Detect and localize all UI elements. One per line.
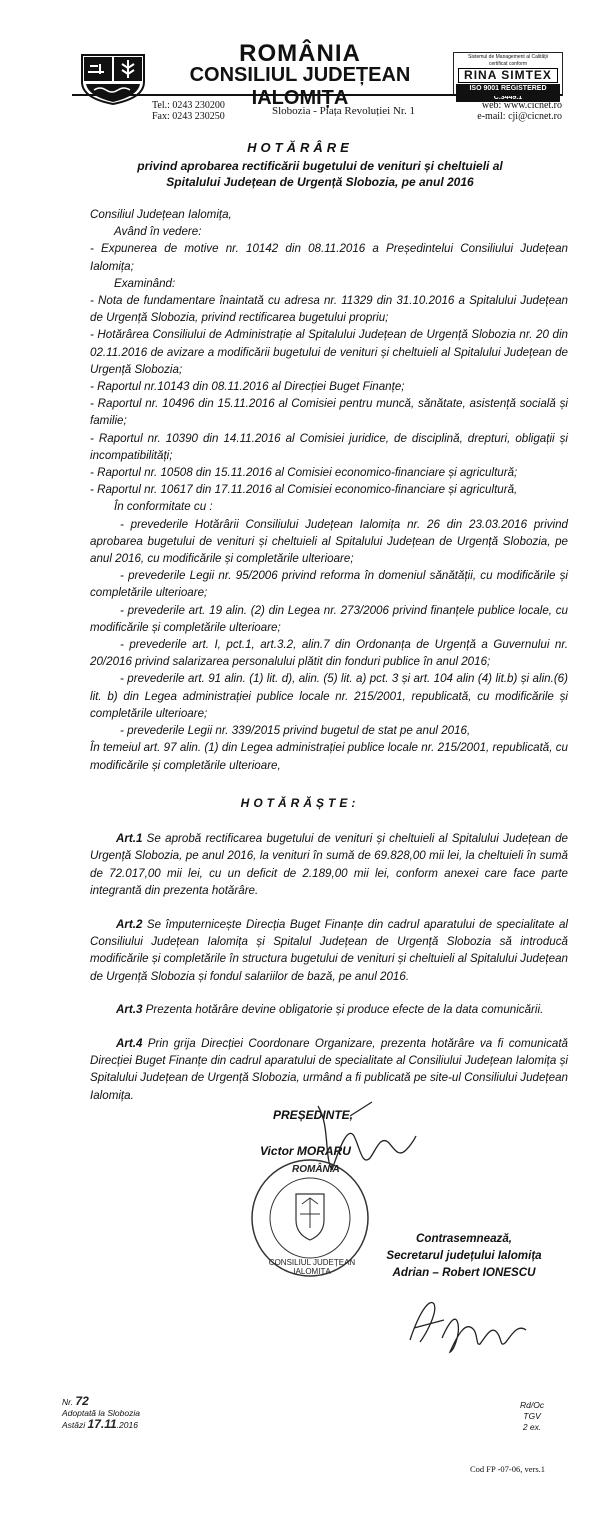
- preamble-item: - Nota de fundamentare înaintată cu adresa nr. 11329 din 31.10.2016 a Spitalului Județean de Urgență Slobozia, privind rectificarea bugetului propriu;: [90, 294, 568, 325]
- preamble-item: - Raportul nr. 10508 din 15.11.2016 al Comisiei economico-financiare și agricultură;: [90, 466, 518, 480]
- preamble: [90, 206, 568, 774]
- document-heading: HOTĂRÂRE: [247, 140, 353, 155]
- preamble-item: - prevederile art. 91 alin. (1) lit. d), alin. (5) lit. a) pct. 3 și art. 104 alin (4) lit.b) și alin.(6) lit. b) din Legea administrației publice locale nr. 215/2001, republicată, cu modificările și completările ulterioare;: [90, 672, 568, 720]
- cert-iso: ISO 9001 REGISTERED C.3449.1: [456, 84, 560, 102]
- address: Slobozia - Piața Revoluției Nr. 1: [272, 105, 415, 117]
- articles: [90, 830, 568, 1120]
- web-email-block: [436, 100, 562, 122]
- preamble-considering: Având în vedere:: [114, 225, 202, 239]
- header-divider: [72, 94, 562, 96]
- website: web: www.cicnet.ro: [481, 100, 562, 111]
- adopted-place: Adoptată la Slobozia: [62, 1408, 140, 1418]
- preamble-item: - prevederile Legii nr. 339/2015 privind bugetul de stat pe anul 2016,: [120, 724, 471, 738]
- article-label: Art.4: [116, 1036, 143, 1050]
- fax-number: Fax: 0243 230250: [152, 111, 225, 122]
- secretary-signature: [400, 1290, 540, 1360]
- preamble-council: Consiliul Județean Ialomița,: [90, 208, 232, 221]
- secretary-name: Adrian – Robert IONESCU: [392, 1266, 536, 1279]
- phone-fax-block: [152, 100, 225, 122]
- preamble-item: - Raportul nr. 10496 din 15.11.2016 al Comisiei pentru muncă, sănătate, asistență socială și familie;: [90, 397, 568, 428]
- article-4: [90, 1035, 568, 1105]
- today-value: 17.11: [87, 1417, 117, 1431]
- cert-brand: RINA SIMTEX: [458, 68, 558, 83]
- preamble-item: - Raportul nr. 10390 din 14.11.2016 al Comisiei juridice, de disciplină, drepturi, obligații și incompatibilități;: [90, 431, 568, 462]
- cert-line-1: Sistemul de Management al Calității: [468, 54, 548, 60]
- article-text: Se aprobă rectificarea bugetului de venituri și cheltuieli al Spitalului Județean de Urgență Slobozia, pe anul 2016, la venituri în sumă de 69.828,00 mii lei, la cheltuieli în sumă de 72.017,00 mii lei, cu un deficit de 2.189,00 mii lei, conform anexei care face parte integrantă din prezenta hotărâre.: [90, 832, 568, 898]
- article-3: [90, 1001, 568, 1018]
- phone-number: Tel.: 0243 230200: [152, 100, 225, 111]
- article-label: Art.3: [116, 1003, 143, 1017]
- document-subtitle: [120, 158, 520, 190]
- country-title: ROMÂNIA: [239, 40, 361, 67]
- countersignature-block: [354, 1230, 574, 1281]
- number-label: Nr.: [62, 1397, 74, 1407]
- article-text: Prezenta hotărâre devine obligatorie și produce efecte de la data comunicării.: [142, 1003, 544, 1017]
- preamble-item: - Raportul nr.10143 din 08.11.2016 al Direcției Buget Finanțe;: [90, 380, 405, 394]
- preamble-examining: Examinând:: [114, 276, 176, 290]
- preamble-item: - prevederile Legii nr. 95/2006 privind reforma în domeniul sănătății, cu modificările și completările ulterioare;: [90, 569, 568, 600]
- preamble-according-to: În conformitate cu :: [114, 500, 213, 514]
- email: e-mail: cji@cicnet.ro: [477, 111, 562, 122]
- preamble-item: - prevederile Hotărârii Consiliului Județean Ialomița nr. 26 din 23.03.2016 privind aprobarea bugetului de venituri și cheltuieli al Spitalului Județean de Urgență Slobozia, pe anul 2016, cu modificările și completările ulterioare;: [90, 517, 568, 566]
- subtitle-line-1: privind aprobarea rectificării bugetului de venituri și cheltuieli al: [137, 159, 503, 173]
- form-code: Cod FP -07-06, vers.1: [470, 1464, 546, 1474]
- article-text: Prin grija Direcției Coordonare Organizare, prezenta hotărâre va fi comunicată Direcției Buget Finanțe din cadrul aparatului de specialitate al Consiliului Județean Ialomița și Spitalului Județean de Urgență Slobozia, urmând a fi publicată pe site-ul Consiliului Județean Ialomița.: [90, 1036, 568, 1102]
- countersign-label: Contrasemnează,: [415, 1232, 512, 1245]
- article-2: [90, 916, 568, 986]
- preamble-item: - prevederile art. 19 alin. (2) din Legea nr. 273/2006 privind finanțele publice locale, cu modificările și completările ulterioare;: [90, 603, 568, 634]
- drafter-initials: Rd/Oc: [520, 1400, 545, 1410]
- number-value: 72: [75, 1394, 89, 1408]
- subtitle-line-2: Spitalului Județean de Urgență Slobozia, pe anul 2016: [166, 175, 474, 189]
- county-coat-of-arms-logo: [78, 52, 148, 106]
- article-label: Art.2: [116, 917, 143, 931]
- preamble-item: - prevederile art. I, pct.1, art.3.2, alin.7 din Ordonanța de Urgență a Guvernului nr. 20/2016 privind salarizarea personalului plătit din fonduri publice în anul 2016;: [90, 638, 568, 669]
- article-label: Art.1: [116, 832, 143, 845]
- president-name: Victor MORARU: [260, 1144, 351, 1158]
- stamp-ring-text: CONSILIUL JUDEȚEAN IALOMIȚA: [268, 1258, 356, 1276]
- council-title: CONSILIUL JUDEȚEAN IALOMIȚA: [189, 64, 411, 109]
- adoption-date-row: [62, 1419, 140, 1431]
- decision-heading: HOTĂRĂȘTE:: [240, 796, 360, 810]
- preamble-item: - Raportul nr. 10617 din 17.11.2016 al Comisiei economico-financiare și agricultură,: [90, 483, 518, 497]
- typist-initials: TGV: [523, 1411, 541, 1421]
- copies-count: 2 ex.: [522, 1422, 542, 1432]
- registration-number-row: [62, 1396, 140, 1408]
- today-label: Astăzi: [62, 1420, 86, 1430]
- secretary-title: Secretarul județului Ialomița: [386, 1249, 542, 1262]
- preamble-legal-basis: În temeiul art. 97 alin. (1) din Legea administrației publice locale nr. 215/2001, republicată, cu modificările și completările ulterioare,: [90, 741, 568, 772]
- article-text: Se împuternicește Direcția Buget Finanțe din cadrul aparatului de specialitate al Consiliului Județean Ialomița și Spitalul Județean de Urgență Slobozia să introducă modificările și completările în structura bugetului de venituri și cheltuieli al Spitalului Județean de Urgență Slobozia și fondul salariilor de bază, pe anul 2016.: [90, 917, 568, 983]
- article-1: [90, 830, 568, 900]
- stamp-top-text: ROMÂNIA: [292, 1164, 340, 1175]
- document-registration: [62, 1396, 140, 1431]
- cert-line-2: certificat conform: [488, 61, 528, 67]
- preamble-item: - Expunerea de motive nr. 10142 din 08.11.2016 a Președintelui Consiliului Județean Ialomița;: [90, 242, 568, 273]
- drafting-info: [520, 1400, 544, 1433]
- year: .2016: [116, 1420, 138, 1430]
- preamble-item: - Hotărârea Consiliului de Administrație al Spitalului Județean de Urgență Slobozia nr. 20 din 02.11.2016 de avizare a modificării bugetului de venituri și cheltuieli al Spitalului Județean de Urgență Slobozia;: [90, 328, 568, 376]
- president-title: PREȘEDINTE,: [273, 1108, 354, 1122]
- quality-certification-badge: [453, 52, 563, 101]
